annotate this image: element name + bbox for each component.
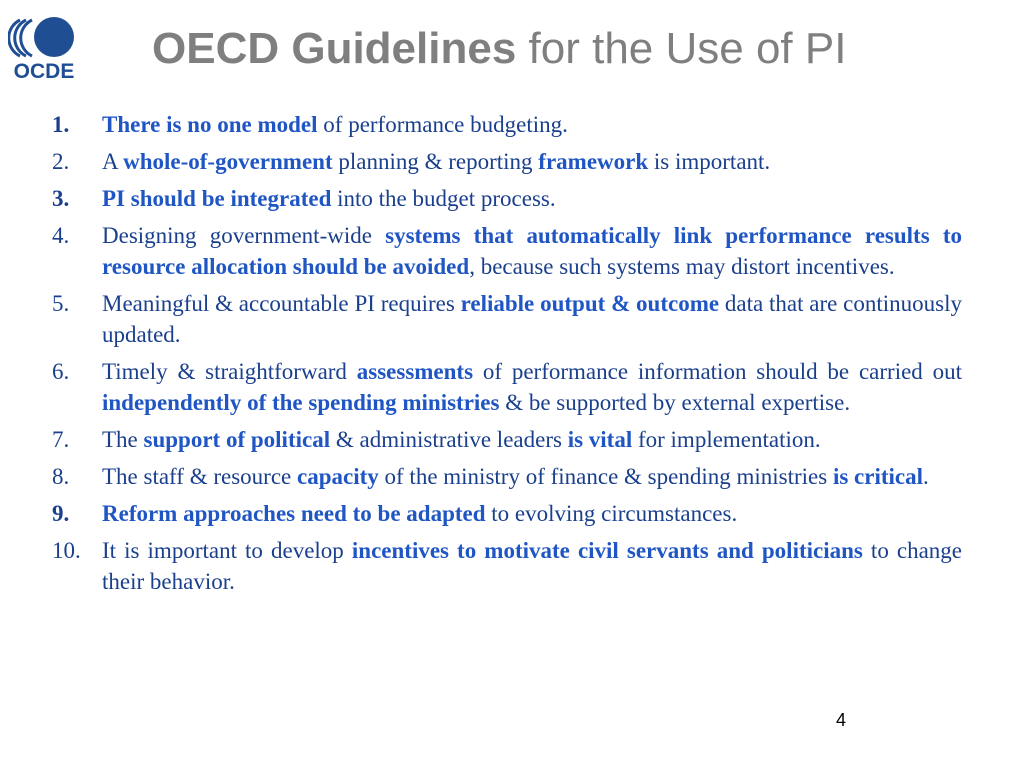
body-text: .: [922, 464, 929, 489]
item-number: 7.: [52, 427, 70, 452]
body-text: is important.: [648, 149, 771, 174]
highlight-text: framework: [538, 149, 649, 174]
list-item: [52, 146, 962, 177]
highlight-text: is critical: [832, 464, 923, 489]
body-text: , because such systems may distort incentives.: [469, 254, 895, 279]
highlight-text: PI should be integrated: [102, 186, 332, 211]
item-number: 2.: [52, 149, 70, 174]
highlight-text: incentives to motivate civil servants and politicians: [351, 538, 863, 563]
body-text: into the budget process.: [331, 186, 556, 211]
body-text: & be supported by external expertise.: [499, 390, 851, 415]
highlight-text: assessments: [356, 359, 474, 384]
item-number: 1.: [52, 112, 70, 137]
item-number: 4.: [52, 223, 70, 248]
highlight-text: independently of the spending ministries: [102, 390, 500, 415]
body-text: A: [102, 149, 124, 174]
item-number: 9.: [52, 501, 70, 526]
body-text: Meaningful & accountable PI requires: [102, 291, 461, 316]
item-number: 10.: [52, 538, 81, 563]
item-text: [102, 146, 962, 177]
highlight-text: capacity: [297, 464, 379, 489]
body-text: Designing government-wide: [102, 223, 386, 248]
body-text: It is important to develop: [102, 538, 352, 563]
highlight-text: support of political: [143, 427, 331, 452]
highlight-text: Reform approaches need to be adapted: [102, 501, 486, 526]
list-item: [52, 498, 962, 529]
page-number: 4: [836, 710, 847, 730]
body-text: of the ministry of finance & spending ministries: [378, 464, 833, 489]
guidelines-list: [52, 109, 962, 603]
body-text: planning & reporting: [332, 149, 539, 174]
item-text: [102, 498, 962, 529]
oecd-logo-icon: [8, 12, 80, 62]
item-text: [102, 288, 962, 350]
list-item: [52, 424, 962, 455]
highlight-text: systems that automatically link performance results to resource allocation should be avoided: [102, 223, 962, 279]
body-text: The staff & resource: [102, 464, 297, 489]
list-item: [52, 461, 962, 492]
list-item: [52, 356, 962, 418]
item-number: 8.: [52, 464, 70, 489]
item-number: 6.: [52, 359, 70, 384]
list-item: [52, 535, 962, 597]
item-text: [102, 220, 962, 282]
body-text: & administrative leaders: [330, 427, 568, 452]
list-item: [52, 183, 962, 214]
list-item: [52, 220, 962, 282]
highlight-text: is vital: [567, 427, 633, 452]
item-text: [102, 461, 962, 492]
item-text: [102, 109, 962, 140]
item-number: 5.: [52, 291, 70, 316]
title-rest: for the Use of PI: [516, 24, 847, 73]
page-title: [152, 22, 846, 76]
title-bold: OECD Guidelines: [152, 24, 517, 73]
highlight-text: There is no one model: [102, 112, 318, 137]
body-text: to evolving circumstances.: [485, 501, 738, 526]
logo-text: OCDE: [13, 60, 75, 83]
body-text: Timely & straightforward: [102, 359, 357, 384]
item-text: [102, 356, 962, 418]
item-number: 3.: [52, 186, 70, 211]
body-text: The: [102, 427, 144, 452]
list-item: [52, 109, 962, 140]
list-item: [52, 288, 962, 350]
item-text: [102, 535, 962, 597]
oecd-logo: [8, 12, 80, 82]
highlight-text: reliable output & outcome: [460, 291, 720, 316]
body-text: data that are continuously updated.: [102, 291, 963, 347]
body-text: of performance information should be carried out: [473, 359, 962, 384]
item-text: [102, 424, 962, 455]
body-text: for implementation.: [632, 427, 821, 452]
item-text: [102, 183, 962, 214]
body-text: to change their behavior.: [102, 538, 963, 594]
body-text: of performance budgeting.: [317, 112, 568, 137]
highlight-text: whole-of-government: [123, 149, 333, 174]
